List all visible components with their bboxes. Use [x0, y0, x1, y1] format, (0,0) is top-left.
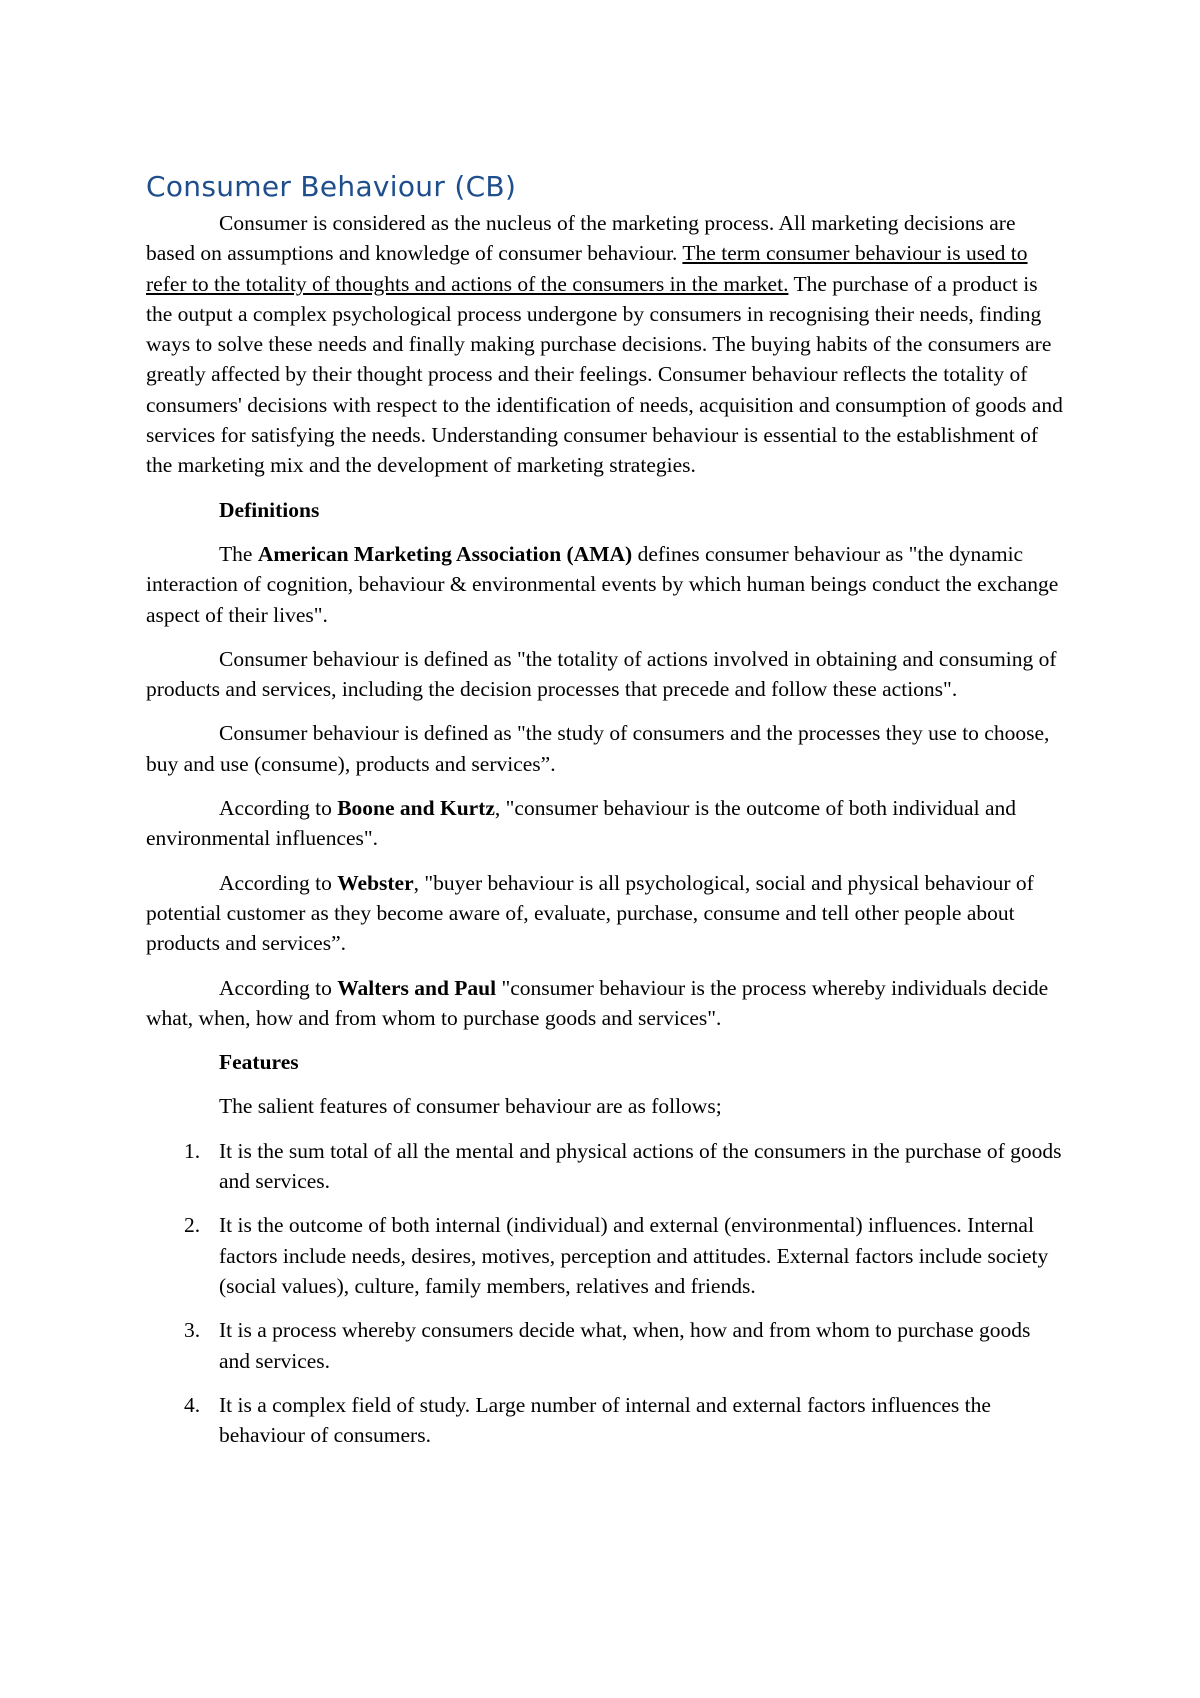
definition-ama-text: defines consumer behaviour as "the dynamic interaction of cognition, behaviour & environmental events by which human beings conduct the exchange aspect of their lives". [146, 541, 1059, 627]
page-title: Consumer Behaviour (CB) [146, 170, 517, 203]
list-item-number: 4. [184, 1392, 201, 1417]
list-item-text: It is a process whereby consumers decide what, when, how and from whom to purchase goods and services. [219, 1318, 1031, 1373]
definition-ama-source: American Marketing Association (AMA) [257, 541, 633, 566]
definition-ama-pre: The [219, 541, 258, 566]
definition-3: Consumer behaviour is defined as "the study of consumers and the processes they use to choose, buy and use (consume), products and services”. [146, 721, 1050, 776]
definitions-heading: Definitions [219, 497, 320, 522]
definition-boone-source: Boone and Kurtz [337, 796, 495, 821]
list-item-number: 1. [184, 1138, 201, 1163]
intro-paragraph [146, 208, 1066, 481]
list-item-text: It is a complex field of study. Large number of internal and external factors influences the behaviour of consumers. [219, 1392, 991, 1448]
definition-webster-source: Webster [337, 870, 414, 895]
definition-webster-text: , "buyer behaviour is all psychological, social and physical behaviour of potential customer as they become aware of, evaluate, purchase, consume and tell other people about products and services”. [146, 870, 1034, 956]
list-item-text: It is the sum total of all the mental and physical actions of the consumers in the purchase of goods and services. [219, 1138, 1062, 1194]
definition-boone-pre: According to [219, 796, 338, 821]
definition-boone-text: , "consumer behaviour is the outcome of both individual and environmental influences". [146, 796, 1016, 851]
definition-ama [146, 539, 1066, 630]
list-item-text: It is the outcome of both internal (individual) and external (environmental) influences. Internal factors include needs, desires, motives, perception and attitudes. External factors include society (social values), culture, family members, relatives and friends. [219, 1213, 1049, 1298]
list-item-number: 3. [184, 1318, 201, 1343]
list-item [146, 1210, 1066, 1301]
intro-text-1: Consumer is considered as the nucleus of the marketing process. All marketing decisions are based on assumptions and knowledge of consumer behaviour. [146, 211, 1016, 266]
definition-boone-kurtz [146, 793, 1066, 854]
definition-walters-pre: According to [219, 975, 338, 1000]
definition-walters-text: "consumer behaviour is the process whereby individuals decide what, when, how and from whom to purchase goods and services". [146, 975, 1049, 1030]
list-item-number: 2. [184, 1213, 201, 1238]
features-heading: Features [219, 1050, 299, 1075]
list-item [146, 1315, 1066, 1376]
definition-2: Consumer behaviour is defined as "the totality of actions involved in obtaining and consuming of products and services, including the decision processes that precede and follow these actions". [146, 646, 1057, 702]
definition-walters-source: Walters and Paul [337, 975, 497, 1000]
intro-underlined-definition: The term consumer behaviour is used to refer to the totality of thoughts and actions of the consumers in the market. [146, 241, 1028, 296]
definition-walters-paul [146, 973, 1066, 1034]
intro-text-2: The purchase of a product is the output a complex psychological process undergone by consumers in recognising their needs, finding ways to solve these needs and finally making purchase decisions. The buying habits of the consumers are greatly affected by their thought process and their feelings. Consumer behaviour reflects the totality of consumers' decisions with respect to the identification of needs, acquisition and consumption of goods and services for satisfying the needs. Understanding consumer behaviour is essential to the establishment of the marketing mix and the development of marketing strategies. [146, 271, 1063, 478]
features-intro: The salient features of consumer behaviour are as follows; [219, 1094, 722, 1119]
features-list [146, 1136, 1066, 1451]
list-item [146, 1390, 1066, 1451]
document-content [146, 170, 1066, 1464]
list-item [146, 1136, 1066, 1197]
definition-webster [146, 868, 1066, 959]
definition-webster-pre: According to [219, 870, 338, 895]
